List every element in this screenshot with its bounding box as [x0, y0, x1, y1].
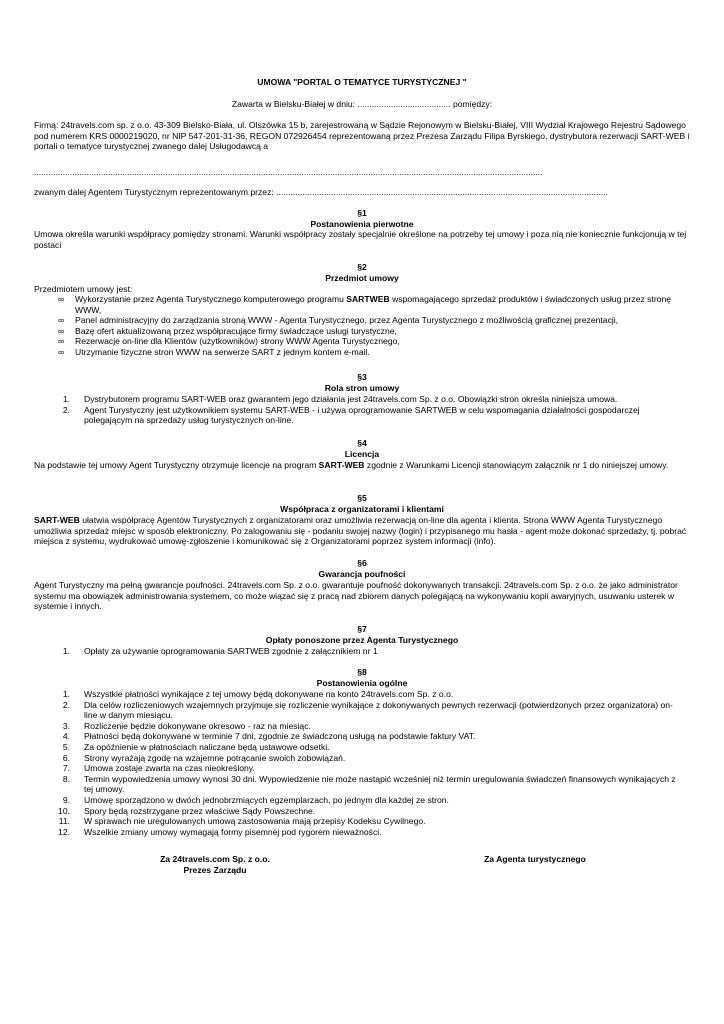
section-number: §7 — [357, 624, 367, 634]
section-number: §2 — [357, 262, 367, 272]
infinity-bullet-icon: ∞ — [58, 336, 65, 347]
section-title: Postanowienia pierwotne — [310, 218, 414, 229]
signature-block-agent — [460, 854, 610, 865]
section-5-heading — [0, 493, 724, 514]
section-title: Współpraca z organizatorami i klientami — [280, 503, 444, 514]
list-item: ∞ Rezerwacje on-line dla Klientów (użytkowników) strony WWW Agenta Turystycznego, — [58, 336, 400, 347]
list-item: 2. Dla celów rozliczeniowych wzajemnych przyjmuje się rozliczenie wynikające z dokonywanych pewnych rezerwacji (potwierdzonych przez organizatora) on-line w danym miesiącu. — [62, 699, 673, 721]
list-item: 10. Spory będą rozstrzygane przez właściwe Sądy Powszechne. — [58, 805, 316, 816]
section-title: Przedmiot umowy — [325, 272, 399, 283]
section-title: Opłaty ponoszone przez Agenta Turystycznego — [265, 634, 459, 645]
infinity-bullet-icon: ∞ — [58, 294, 65, 304]
list-item: 12. Wszelkie zmiany umowy wymagają formy pisemnej pod rygorem nieważności. — [58, 826, 382, 837]
party-firm-paragraph: Firmą: 24travels.com sp. z o.o. 43-309 Bielsko-Biała, ul. Olszówka 15 b, zarejestrowaną w Sądzie Rejonowym w Bielsku-Białej, VIII Wydział Krajowego Rejestru Sądowego pod numerem KRS 0000219020, nr NIP 547-201-31-36, REGON 072926454 reprezentowaną przez Prezesa Zarządu Filipa Byrskiego, dystrybutora rezerwacji SART-WEB i portali o tematyce turystycznej zwanego dalej Usługodawcą a — [34, 120, 690, 152]
list-item: 3. Rozliczenie będzie dokonywane okresowo - raz na miesiąc. — [62, 720, 311, 731]
list-item: 9. Umowę sporządzono w dwóch jednobrzmiących egzemplarzach, po jednym dla każdej ze stron. — [62, 794, 449, 805]
agent-name-dotted-line: ..................................................................................................................................................................................................................... — [34, 167, 543, 177]
list-item: ∞ Bazę ofert aktualizowaną przez współpracujące firmy świadczące usługi turystyczne, — [58, 325, 397, 336]
infinity-bullet-icon: ∞ — [58, 346, 65, 357]
list-item: 8. Termin wypowiedzenia umowy wynosi 30 dni. Wypowiedzenie nie może nastąpić wcześniej niż termin uregulowania świadczeń finansowych wynikających z tej umowy. — [62, 773, 676, 795]
signature-label: Za 24travels.com Sp. z o.o. — [160, 854, 270, 864]
section-2-intro: Przedmiotem umowy jest: — [34, 284, 133, 294]
section-6-text: Agent Turystyczny ma pełną gwarancje poufności. 24travels.com Sp. z o.o. gwarantuje poufność dokonywanych transakcji. 24travels.com Sp. z o.o. że jako administrator systemu ma obowiązek administrowania systemem, co może wiązać się z pracą nad zbiorem danych polegającą na wykonywaniu kopii awaryjnych, usuwaniu usterek w systemie i innych. — [34, 580, 678, 612]
section-title: Rola stron umowy — [324, 382, 400, 393]
list-item: ∞ Wykorzystanie przez Agenta Turystycznego komputerowego programu SARTWEB wspomagającego sprzedaż produktów i świadczonych usług przez stronę WWW, — [58, 294, 672, 315]
section-3-heading — [0, 372, 724, 393]
section-title: Gwarancja poufności — [318, 568, 406, 579]
section-6-heading — [0, 558, 724, 579]
section-2-list — [0, 294, 724, 358]
list-item: 1. Opłaty za używanie oprogramowania SARTWEB zgodnie z załącznikiem nr 1 — [62, 646, 378, 656]
section-3-list — [0, 394, 724, 426]
signature-role: Prezes Zarządu — [183, 864, 247, 875]
list-item: ∞ Panel administracyjny do zarządzania stroną WWW - Agenta Turystycznego, przez Agenta Turystycznego z możliwością graficznej prezentacji, — [58, 315, 619, 326]
section-1-heading — [0, 208, 724, 229]
infinity-bullet-icon: ∞ — [58, 325, 65, 336]
list-item: ∞ Utrzymanie fizyczne stron WWW na serwerze SART z jednym kontem e-mail. — [58, 346, 370, 357]
section-number: §1 — [357, 208, 367, 218]
section-8-heading — [0, 667, 724, 688]
section-number: §8 — [357, 667, 367, 677]
list-item: 5. Za opóźnienie w płatnościach naliczane będą ustawowe odsetki. — [62, 741, 330, 752]
concluded-line: Zawarta w Bielsku-Białej w dniu: ....................................... pomiędzy: — [231, 99, 493, 109]
section-title: Postanowienia ogólne — [316, 677, 408, 688]
section-7-heading — [0, 624, 724, 645]
section-number: §4 — [357, 438, 367, 448]
section-7-list — [0, 646, 724, 657]
section-1-text: Umowa określa warunki współpracy pomiędzy stronami. Warunki współpracy zostały specjalnie określone na potrzeby tej umowy i poza nią nie koniecznie funkcjonują w tej postaci — [34, 229, 687, 250]
list-item: 1. Wszystkie płatności wynikające z tej umowy będą dokonywane na konto 24travels.com Sp. z o.o. — [62, 689, 454, 699]
signature-label: Za Agenta turystycznego — [484, 854, 586, 864]
section-8-list — [0, 689, 724, 837]
infinity-bullet-icon: ∞ — [58, 315, 65, 326]
section-4-heading — [0, 438, 724, 459]
agent-representative-line: zwanym dalej Agentem Turystycznym reprezentowanym przez: ........................................................................................................................................... — [34, 187, 609, 197]
list-item: 6. Strony wyrażają zgodę na wzajemne potrącanie swoich zobowiązań. — [62, 752, 346, 763]
list-item: 4. Płatności będą dokonywane w terminie 7 dni, zgodnie ze świadczoną usługą na podstawie faktury VAT. — [62, 731, 476, 742]
list-item: 11. W sprawach nie uregulowanych umową zastosowania mają przepisy Kodeksu Cywilnego. — [58, 816, 426, 827]
document-title: UMOWA "PORTAL O TEMATYCE TURYSTYCZNEJ " — [257, 77, 467, 87]
list-item: 1. Dystrybutorem programu SART-WEB oraz gwarantem jego działania jest 24travels.com Sp. z o.o. Obowiązki stron określa niniejsza umowa. — [62, 394, 618, 404]
section-2-heading — [0, 262, 724, 283]
section-number: §3 — [357, 372, 367, 382]
section-number: §6 — [357, 558, 367, 568]
section-title: Licencja — [344, 448, 380, 459]
list-item: 2. Agent Turystyczny jest użytkownikiem systemu SART-WEB - i używa oprogramowanie SARTWEB w celu wspomagania działalności gospodarczej polegającym na sprzedaży usług turystycznych on-line. — [62, 404, 640, 426]
signature-block-provider — [140, 854, 290, 875]
list-item: 7. Umowa zostaje zwarta na czas nieokreślony. — [62, 763, 255, 774]
section-4-text: Na podstawie tej umowy Agent Turystyczny otrzymuje licencje na program SART-WEB zgodnie z Warunkami Licencji stanowiącym załącznik nr 1 do niniejszej umowy. — [34, 460, 669, 470]
section-number: §5 — [357, 493, 367, 503]
section-5-text: SART-WEB ułatwia współpracę Agentów Turystycznych z organizatorami oraz umożliwia rezerwacją on-line dla agenta i klienta. Strona WWW Agenta Turystycznego umożliwia sprzedaż miejsc w sposób elektroniczny. Po zalogowaniu się - podaniu swojej nazwy (login) i przypisanego mu hasła - agent może dokonać sprzedaży, tj. pobrać miejsca z systemu, wydrukować umowę-zgłoszenie i komunikować się z Organizatorami poprzez system informacji (info). — [34, 515, 687, 547]
